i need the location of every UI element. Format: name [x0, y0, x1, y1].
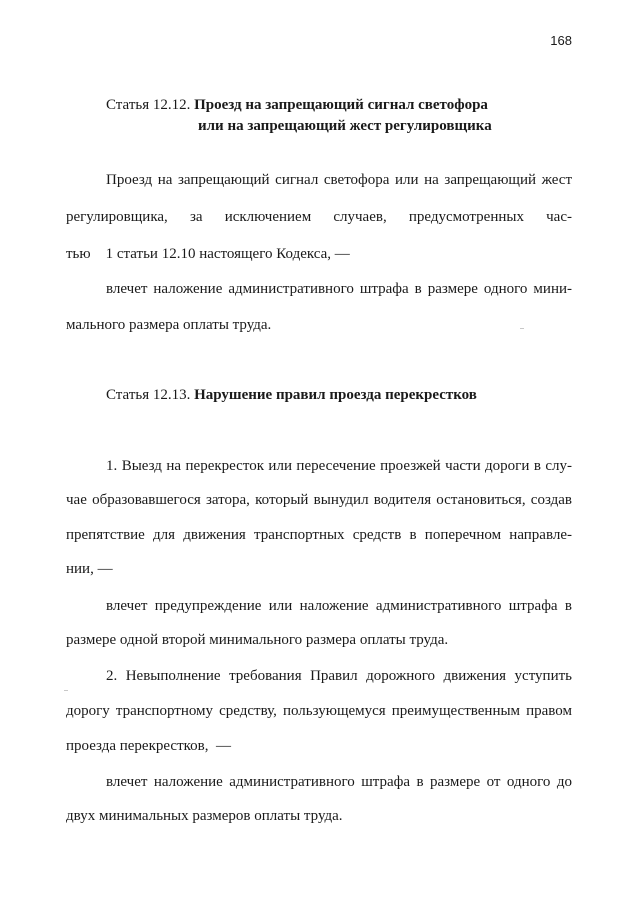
scan-speck: [520, 328, 524, 329]
article-12-13-part1-line4: нии, —: [66, 561, 113, 577]
article-12-13-part2-penalty-line1: влечет наложение административного штрафа в размере от одного до: [106, 774, 572, 790]
article-12-12-p1-line1: Проезд на запрещающий сигнал светофора или на запрещающий жест: [106, 172, 572, 188]
article-12-13-part1-penalty-line1: влечет предупреждение или наложение административного штрафа в: [106, 598, 572, 614]
word: час-: [546, 209, 572, 225]
word: предусмотренных: [408, 209, 524, 225]
article-12-13-part2-penalty-line2: двух минимальных размеров оплаты труда.: [66, 808, 343, 824]
article-12-12-p1-line2: [66, 208, 572, 226]
article-12-12-p1-line3: тью 1 статьи 12.10 настоящего Кодекса, —: [66, 246, 350, 262]
article-12-13-part1-line3: препятствие для движения транспортных средств в поперечном направле-: [66, 527, 572, 543]
page-number: 168: [550, 33, 572, 48]
article-12-13-part2-line2: дорогу транспортному средству, пользующемуся преимущественным правом: [66, 703, 572, 719]
article-12-12-penalty-line1: влечет наложение административного штрафа в размере одного мини-: [106, 281, 572, 297]
article-12-12-title-line1: Проезд на запрещающий сигнал светофора: [194, 97, 488, 113]
word: исключением: [224, 209, 312, 225]
scan-speck: [64, 690, 68, 691]
article-12-12-prefix: Статья 12.12.: [106, 97, 191, 113]
article-12-13-part1-line1: 1. Выезд на перекресток или пересечение проезжей части дороги в слу-: [106, 458, 572, 474]
article-12-13-part2-line1: 2. Невыполнение требования Правил дорожного движения уступить: [106, 668, 572, 684]
article-12-13-heading: [106, 386, 477, 404]
article-12-13-prefix: Статья 12.13.: [106, 387, 191, 403]
article-12-13-part1-line2: чае образовавшегося затора, который вынудил водителя остановиться, создав: [66, 492, 572, 508]
word: случаев,: [333, 209, 387, 225]
word: за: [189, 209, 203, 225]
article-12-12-title-line2-row: [198, 117, 492, 135]
word: регулировщика,: [66, 209, 168, 225]
article-12-12-heading: [106, 96, 488, 114]
article-12-12-penalty-line2: мального размера оплаты труда.: [66, 317, 272, 333]
article-12-13-part1-penalty-line2: размере одной второй минимального размера оплаты труда.: [66, 632, 449, 648]
article-12-13-part2-line3: проезда перекрестков, —: [66, 738, 231, 754]
article-12-12-title-line2: или на запрещающий жест регулировщика: [198, 118, 492, 134]
article-12-13-title: Нарушение правил проезда перекрестков: [194, 387, 477, 403]
